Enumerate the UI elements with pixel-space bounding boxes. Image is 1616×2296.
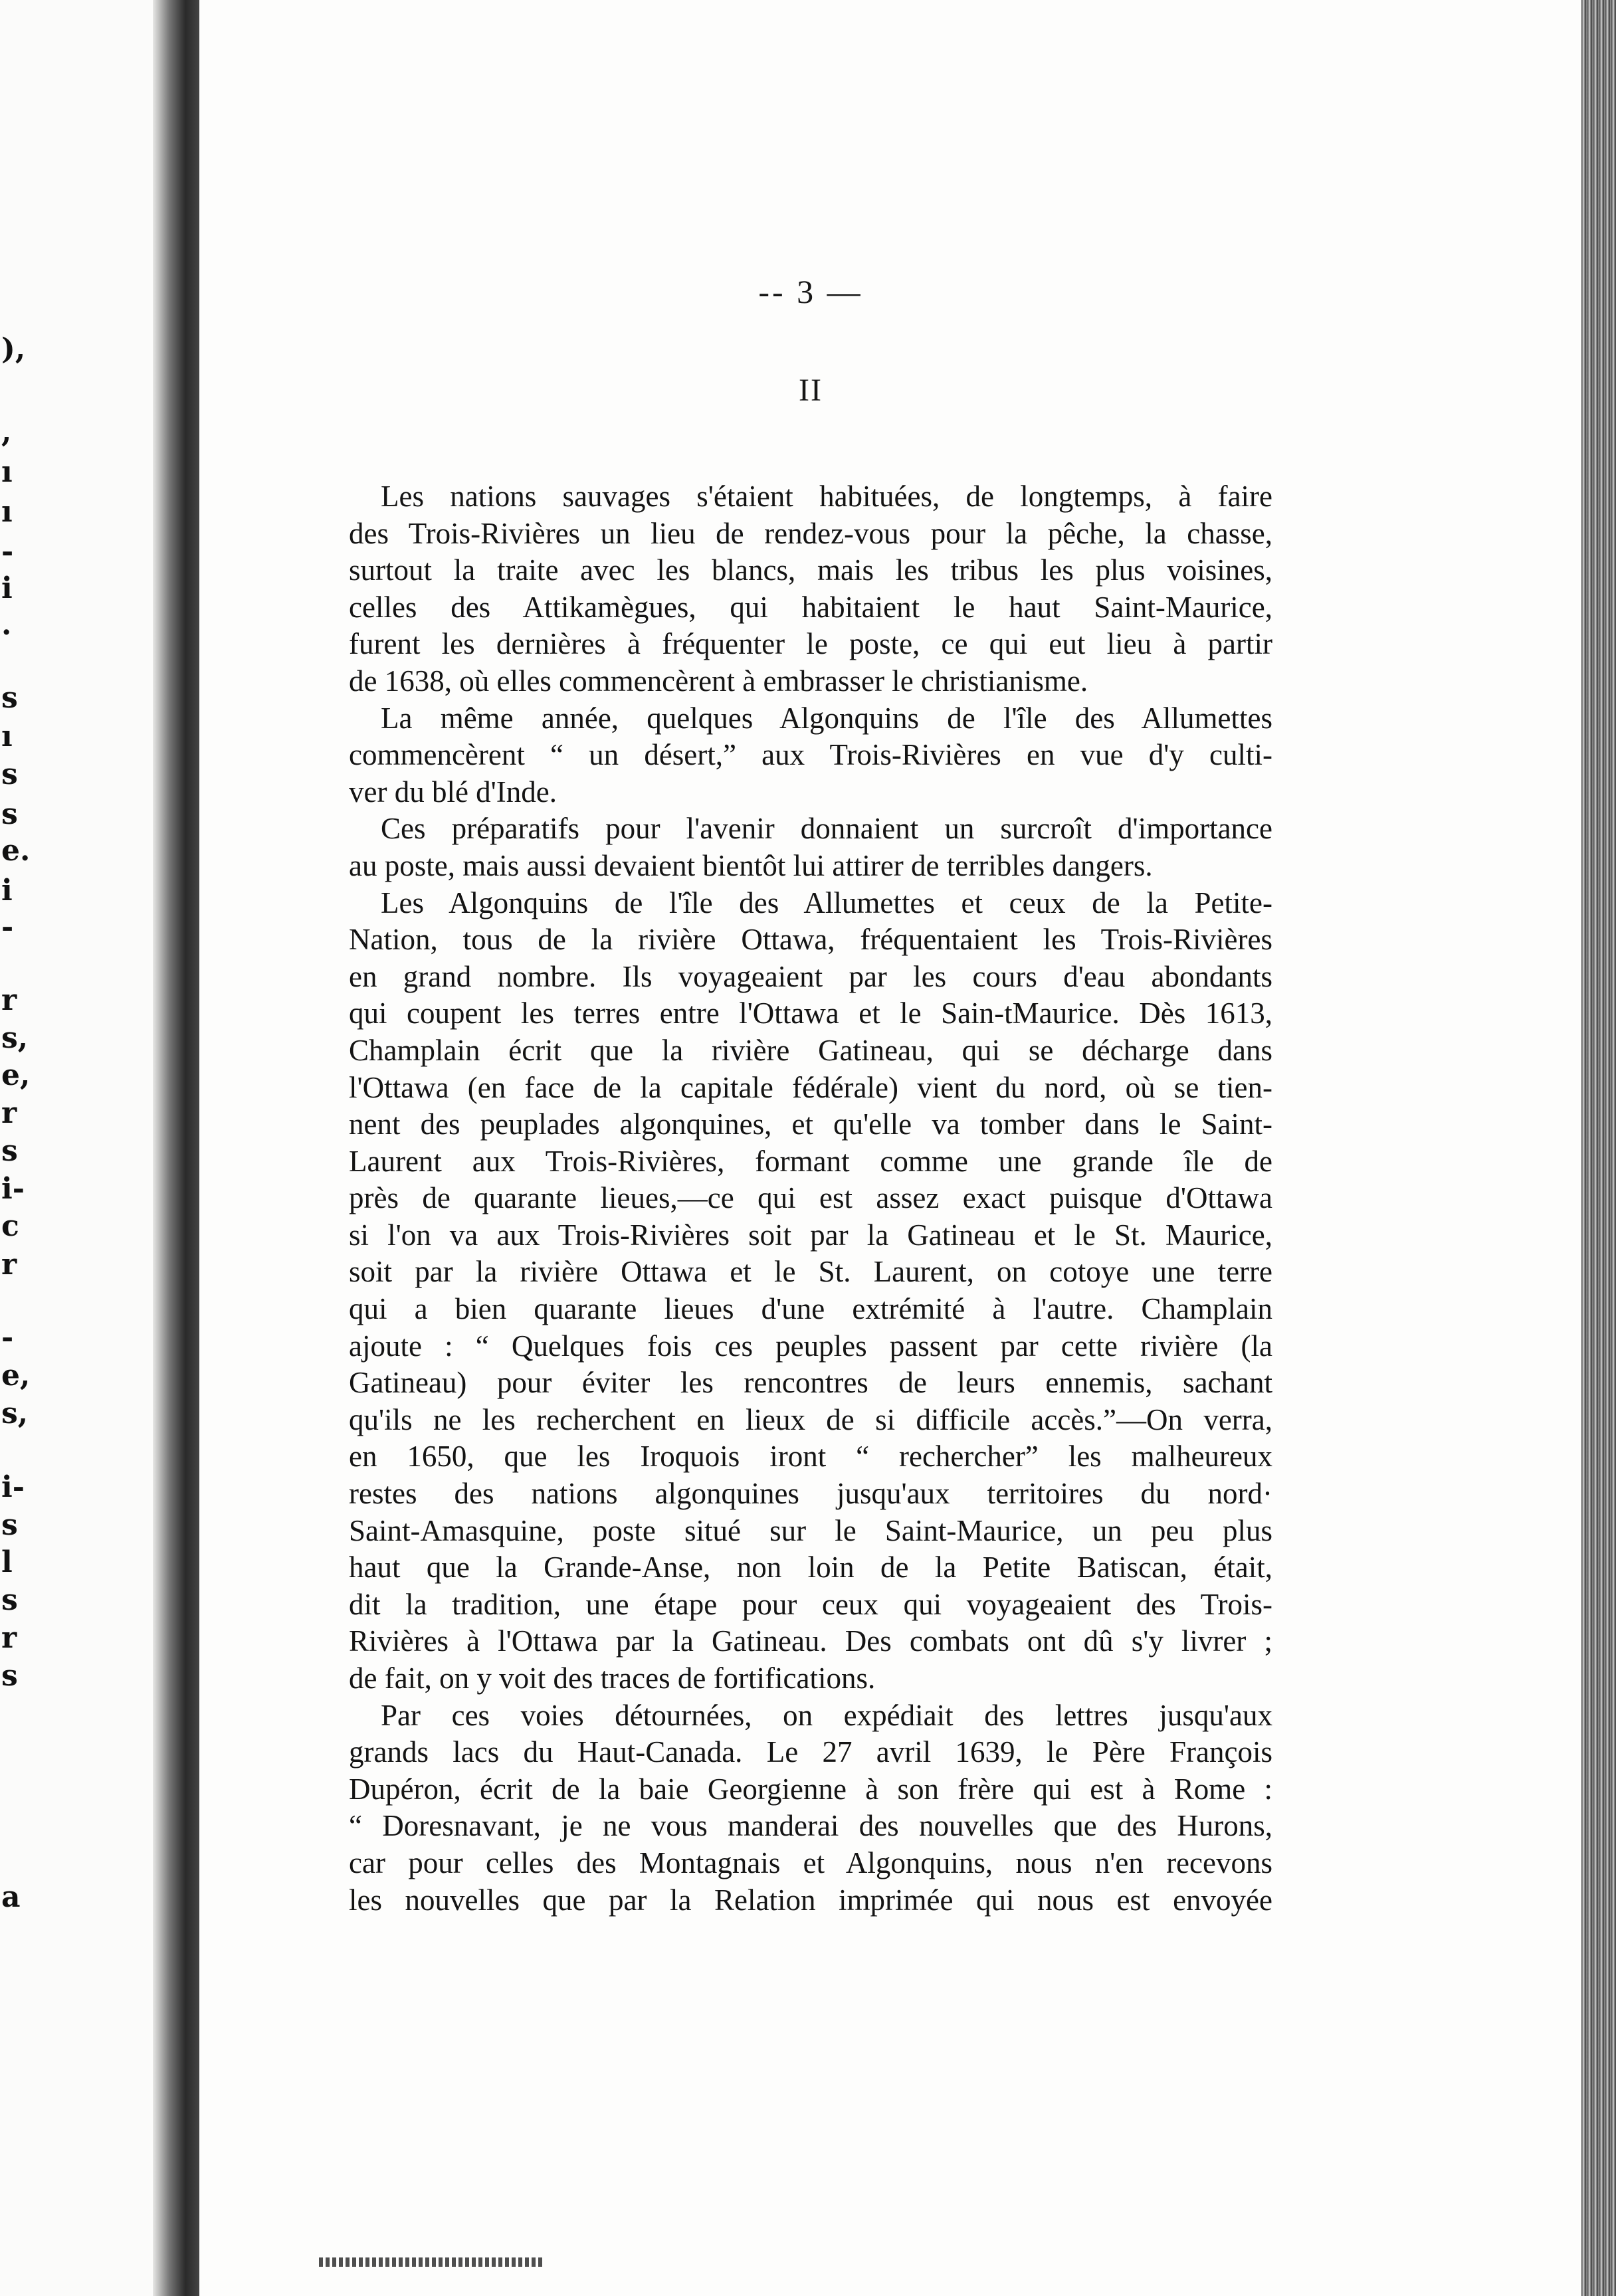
- text-line: près de quarante lieues,—ce qui est assez exact puisque d'Ottawa: [349, 1181, 1272, 1215]
- margin-fragment: -: [1, 1321, 14, 1355]
- text-line: qui coupent les terres entre l'Ottawa et le Sain-tMaurice. Dès 1613,: [349, 997, 1272, 1030]
- margin-fragment: s,: [1, 1396, 29, 1430]
- margin-fragment: c: [1, 1209, 19, 1243]
- margin-fragment: e,: [1, 1359, 31, 1392]
- margin-fragment: s: [1, 1659, 18, 1693]
- text-line: surtout la traite avec les blancs, mais les tribus les plus voisines,: [349, 553, 1272, 587]
- text-line: soit par la rivière Ottawa et le St. Laurent, on cotoye une terre: [349, 1255, 1272, 1289]
- text-line: La même année, quelques Algonquins de l'île des Allumettes: [381, 701, 1272, 735]
- margin-fragment: s,: [1, 1021, 29, 1055]
- margin-fragment: -: [1, 910, 14, 944]
- margin-fragment: r: [1, 1096, 17, 1130]
- margin-fragment: ı: [1, 719, 13, 753]
- margin-fragment: i: [1, 874, 13, 908]
- margin-fragment: s: [1, 797, 18, 831]
- text-line: si l'on va aux Trois-Rivières soit par la Gatineau et le St. Maurice,: [349, 1218, 1272, 1252]
- margin-fragment: l: [1, 1545, 13, 1579]
- margin-fragment: e,: [1, 1058, 31, 1092]
- text-line: ajoute : “ Quelques fois ces peuples passent par cette rivière (la: [349, 1329, 1272, 1363]
- text-line: nent des peuplades algonquines, et qu'elle va tomber dans le Saint-: [349, 1107, 1272, 1141]
- text-line: Par ces voies détournées, on expédiait des lettres jusqu'aux: [381, 1698, 1272, 1732]
- margin-fragment: r: [1, 983, 17, 1017]
- text-line: les nouvelles que par la Relation imprimée qui nous est envoyée: [349, 1883, 1272, 1917]
- margin-fragment: ),: [1, 332, 26, 366]
- gutter-shadow: [153, 0, 199, 2296]
- text-line: car pour celles des Montagnais et Algonquins, nous n'en recevons: [349, 1846, 1272, 1879]
- margin-fragment: s: [1, 757, 18, 791]
- text-line: restes des nations algonquines jusqu'aux territoires du nord·: [349, 1477, 1272, 1511]
- section-heading: II: [799, 373, 823, 408]
- text-line: l'Ottawa (en face de la capitale fédérale) vient du nord, où se tien-: [349, 1070, 1272, 1104]
- text-line: en grand nombre. Ils voyageaient par les cours d'eau abondants: [349, 959, 1272, 993]
- text-line: grands lacs du Haut-Canada. Le 27 avril 1639, le Père François: [349, 1735, 1272, 1769]
- margin-fragment: s: [1, 1583, 18, 1617]
- text-line: Gatineau) pour éviter les rencontres de leurs ennemis, sachant: [349, 1366, 1272, 1400]
- text-line: Laurent aux Trois-Rivières, formant comme une grande île de: [349, 1144, 1272, 1178]
- margin-fragment: i-: [1, 1470, 25, 1504]
- margin-fragment: i: [1, 571, 13, 605]
- margin-fragment: r: [1, 1621, 17, 1655]
- margin-fragment: ı: [1, 495, 13, 529]
- margin-fragment: ,: [1, 415, 12, 449]
- left-page-fragment: [0, 0, 173, 2296]
- text-line: Les nations sauvages s'étaient habituées, de longtemps, à faire: [381, 480, 1272, 513]
- page-edge: [1581, 0, 1616, 2296]
- margin-fragment: a: [1, 1880, 21, 1914]
- margin-fragment: s: [1, 1508, 18, 1542]
- text-line: haut que la Grande-Anse, non loin de la Petite Batiscan, était,: [349, 1551, 1272, 1584]
- scan-artifact: [319, 2257, 545, 2267]
- text-line: “ Doresnavant, je ne vous manderai des nouvelles que des Hurons,: [349, 1809, 1272, 1843]
- text-line: celles des Attikamègues, qui habitaient le haut Saint-Maurice,: [349, 590, 1272, 624]
- text-line: furent les dernières à fréquenter le poste, ce qui eut lieu à partir: [349, 627, 1272, 661]
- margin-fragment: r: [1, 1248, 17, 1282]
- margin-fragment: s: [1, 1134, 18, 1168]
- text-line: des Trois-Rivières un lieu de rendez-vous pour la pêche, la chasse,: [349, 516, 1272, 550]
- margin-fragment: -: [1, 535, 14, 569]
- text-line: de fait, on y voit des traces de fortifications.: [349, 1662, 876, 1695]
- text-line: Nation, tous de la rivière Ottawa, fréquentaient les Trois-Rivières: [349, 923, 1272, 957]
- text-line: Ces préparatifs pour l'avenir donnaient un surcroît d'importance: [381, 812, 1272, 846]
- text-line: en 1650, que les Iroquois iront “ rechercher” les malheureux: [349, 1440, 1272, 1474]
- margin-fragment: i-: [1, 1172, 25, 1206]
- text-line: Champlain écrit que la rivière Gatineau, qui se décharge dans: [349, 1033, 1272, 1067]
- text-line: de 1638, où elles commencèrent à embrasser le christianisme.: [349, 664, 1088, 698]
- text-line: dit la tradition, une étape pour ceux qui voyageaient des Trois-: [349, 1587, 1272, 1621]
- margin-fragment: ı: [1, 455, 13, 489]
- body-text: [349, 478, 1272, 1919]
- text-line: qui a bien quarante lieues d'une extrémité à l'autre. Champlain: [349, 1292, 1272, 1326]
- text-line: Saint-Amasquine, poste situé sur le Saint-Maurice, un peu plus: [349, 1513, 1272, 1547]
- text-line: qu'ils ne les recherchent en lieux de si difficile accès.”—On verra,: [349, 1402, 1272, 1436]
- text-line: Rivières à l'Ottawa par la Gatineau. Des combats ont dû s'y livrer ;: [349, 1624, 1272, 1658]
- text-line: au poste, mais aussi devaient bientôt lui attirer de terribles dangers.: [349, 848, 1153, 882]
- text-line: Dupéron, écrit de la baie Georgienne à son frère qui est à Rome :: [349, 1772, 1272, 1806]
- margin-fragment: e.: [1, 834, 31, 868]
- page-number: -- 3 —: [758, 273, 863, 310]
- margin-fragment: .: [1, 608, 12, 642]
- text-line: commencèrent “ un désert,” aux Trois-Rivières en vue d'y culti-: [349, 738, 1272, 772]
- margin-fragment: s: [1, 681, 18, 715]
- text-line: ver du blé d'Inde.: [349, 775, 557, 809]
- text-line: Les Algonquins de l'île des Allumettes et ceux de la Petite-: [381, 886, 1272, 919]
